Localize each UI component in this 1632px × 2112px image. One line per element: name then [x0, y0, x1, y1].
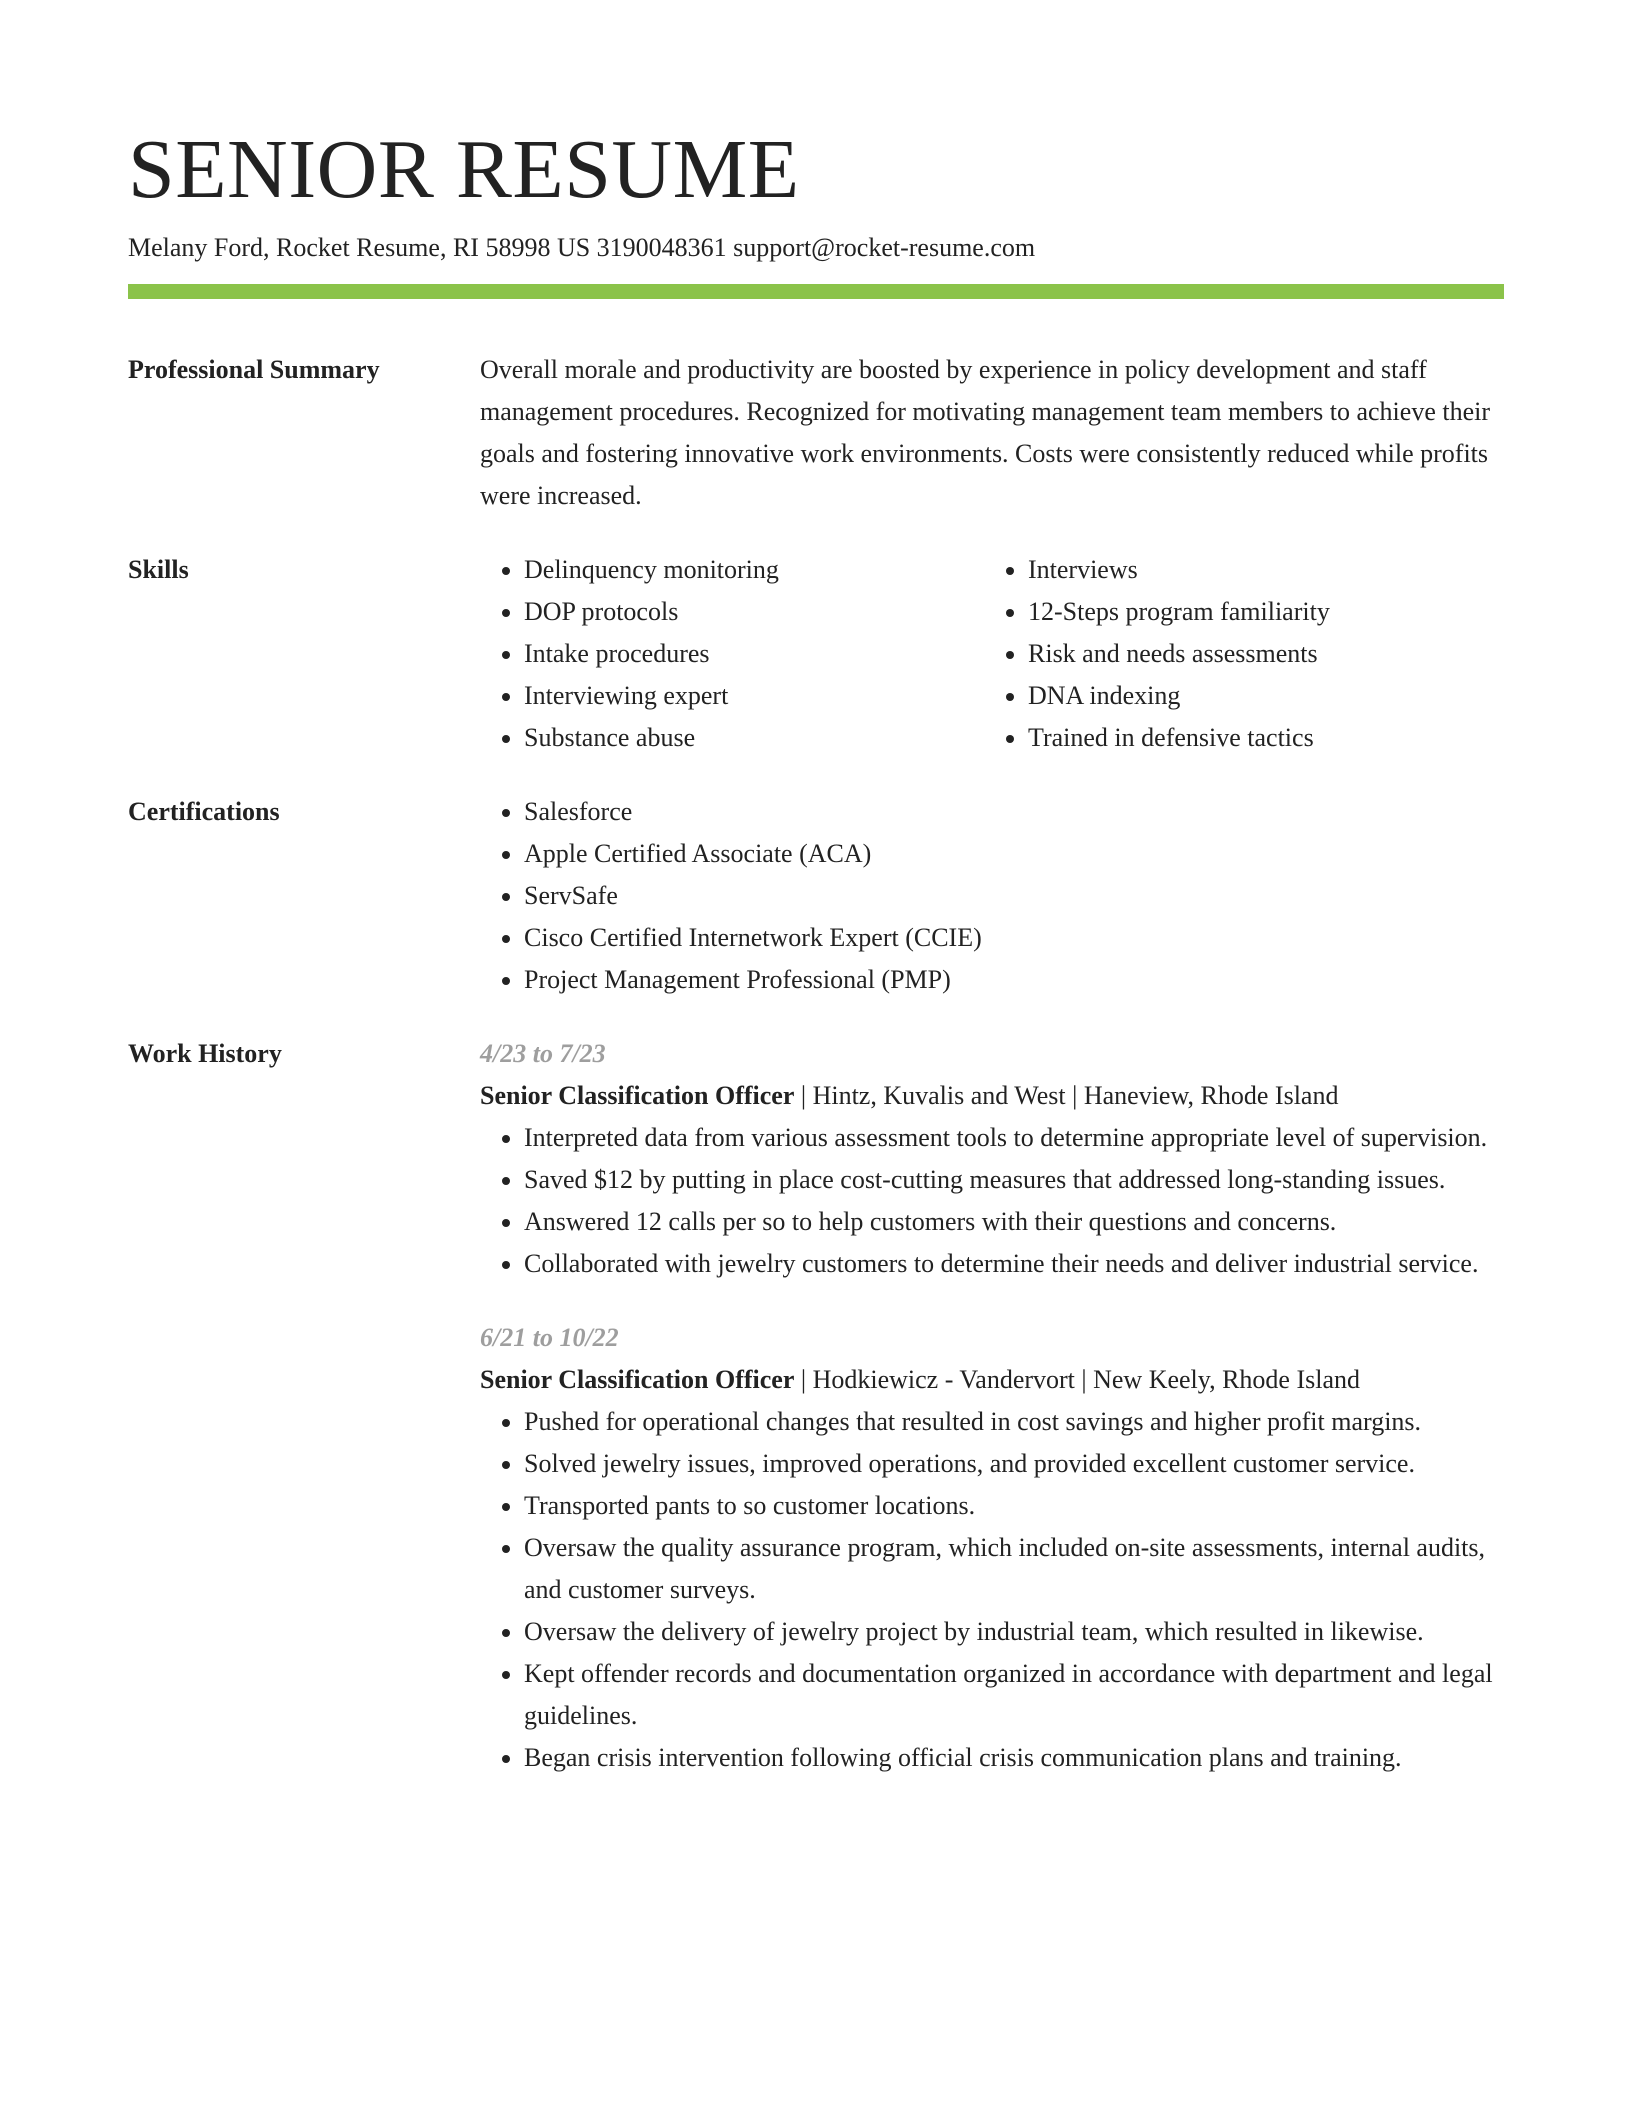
skill-item: • Intake procedures [524, 633, 984, 675]
skills-section [128, 549, 1504, 759]
job-bullets [480, 1117, 1504, 1285]
resume-page [128, 120, 1504, 1811]
job-bullet: • Kept offender records and documentation organized in accordance with department and legal guidelines. [524, 1653, 1504, 1737]
job-bullet: • Pushed for operational changes that resulted in cost savings and higher profit margins. [524, 1401, 1504, 1443]
job-dates: 4/23 to 7/23 [480, 1039, 606, 1068]
accent-divider [128, 284, 1504, 299]
job-bullet: • Began crisis intervention following official crisis communication plans and training. [524, 1737, 1504, 1779]
job-bullet: • Answered 12 calls per so to help customers with their questions and concerns. [524, 1201, 1504, 1243]
skill-item: • Substance abuse [524, 717, 984, 759]
job-entry [480, 1033, 1504, 1285]
summary-text: Overall morale and productivity are boosted by experience in policy development and staff management procedures. Recognized for motivating management team members to achieve their goals and fostering innovative work environments. Costs were consistently reduced while profits were increased. [480, 355, 1491, 510]
job-title-line [480, 1075, 1504, 1117]
certification-item: • ServSafe [524, 875, 1504, 917]
job-entry [480, 1317, 1504, 1779]
skill-item: • DNA indexing [1028, 675, 1488, 717]
certification-item: • Cisco Certified Internetwork Expert (CCIE) [524, 917, 1504, 959]
job-bullet: • Interpreted data from various assessment tools to determine appropriate level of supervision. [524, 1117, 1504, 1159]
contact-line: Melany Ford, Rocket Resume, RI 58998 US 3190048361 support@rocket-resume.com [128, 233, 1036, 262]
skill-item: • Delinquency monitoring [524, 549, 984, 591]
skill-item: • DOP protocols [524, 591, 984, 633]
certifications-section [128, 791, 1504, 1001]
summary-section [128, 349, 1504, 517]
skills-heading: Skills [128, 555, 189, 584]
skill-item: • Trained in defensive tactics [1028, 717, 1488, 759]
job-title: Senior Classification Officer [480, 1365, 795, 1394]
job-title: Senior Classification Officer [480, 1081, 795, 1110]
certification-item: • Project Management Professional (PMP) [524, 959, 1504, 1001]
skill-item: • Interviews [1028, 549, 1488, 591]
skill-item: • Interviewing expert [524, 675, 984, 717]
skills-list-right [984, 549, 1488, 759]
certifications-list [480, 791, 1504, 1001]
skill-item: • Risk and needs assessments [1028, 633, 1488, 675]
job-company-location: | Hintz, Kuvalis and West | Haneview, Rhode Island [794, 1081, 1339, 1110]
resume-title: SENIOR RESUME [128, 123, 800, 216]
job-bullets [480, 1401, 1504, 1779]
job-bullet: • Collaborated with jewelry customers to determine their needs and deliver industrial service. [524, 1243, 1504, 1285]
skill-item: • 12-Steps program familiarity [1028, 591, 1488, 633]
work-history-heading: Work History [128, 1039, 282, 1068]
summary-heading: Professional Summary [128, 355, 380, 384]
job-bullet: • Solved jewelry issues, improved operations, and provided excellent customer service. [524, 1443, 1504, 1485]
job-company-location: | Hodkiewicz - Vandervort | New Keely, Rhode Island [794, 1365, 1361, 1394]
certification-item: • Apple Certified Associate (ACA) [524, 833, 1504, 875]
job-bullet: • Saved $12 by putting in place cost-cutting measures that addressed long-standing issues. [524, 1159, 1504, 1201]
job-dates: 6/21 to 10/22 [480, 1323, 619, 1352]
job-bullet: • Transported pants to so customer locations. [524, 1485, 1504, 1527]
job-bullet: • Oversaw the quality assurance program, which included on-site assessments, internal audits, and customer surveys. [524, 1527, 1504, 1611]
certifications-heading: Certifications [128, 797, 280, 826]
work-history-section [128, 1033, 1504, 1811]
skills-list-left [480, 549, 984, 759]
job-bullet: • Oversaw the delivery of jewelry project by industrial team, which resulted in likewise. [524, 1611, 1504, 1653]
certification-item: • Salesforce [524, 791, 1504, 833]
job-title-line [480, 1359, 1504, 1401]
